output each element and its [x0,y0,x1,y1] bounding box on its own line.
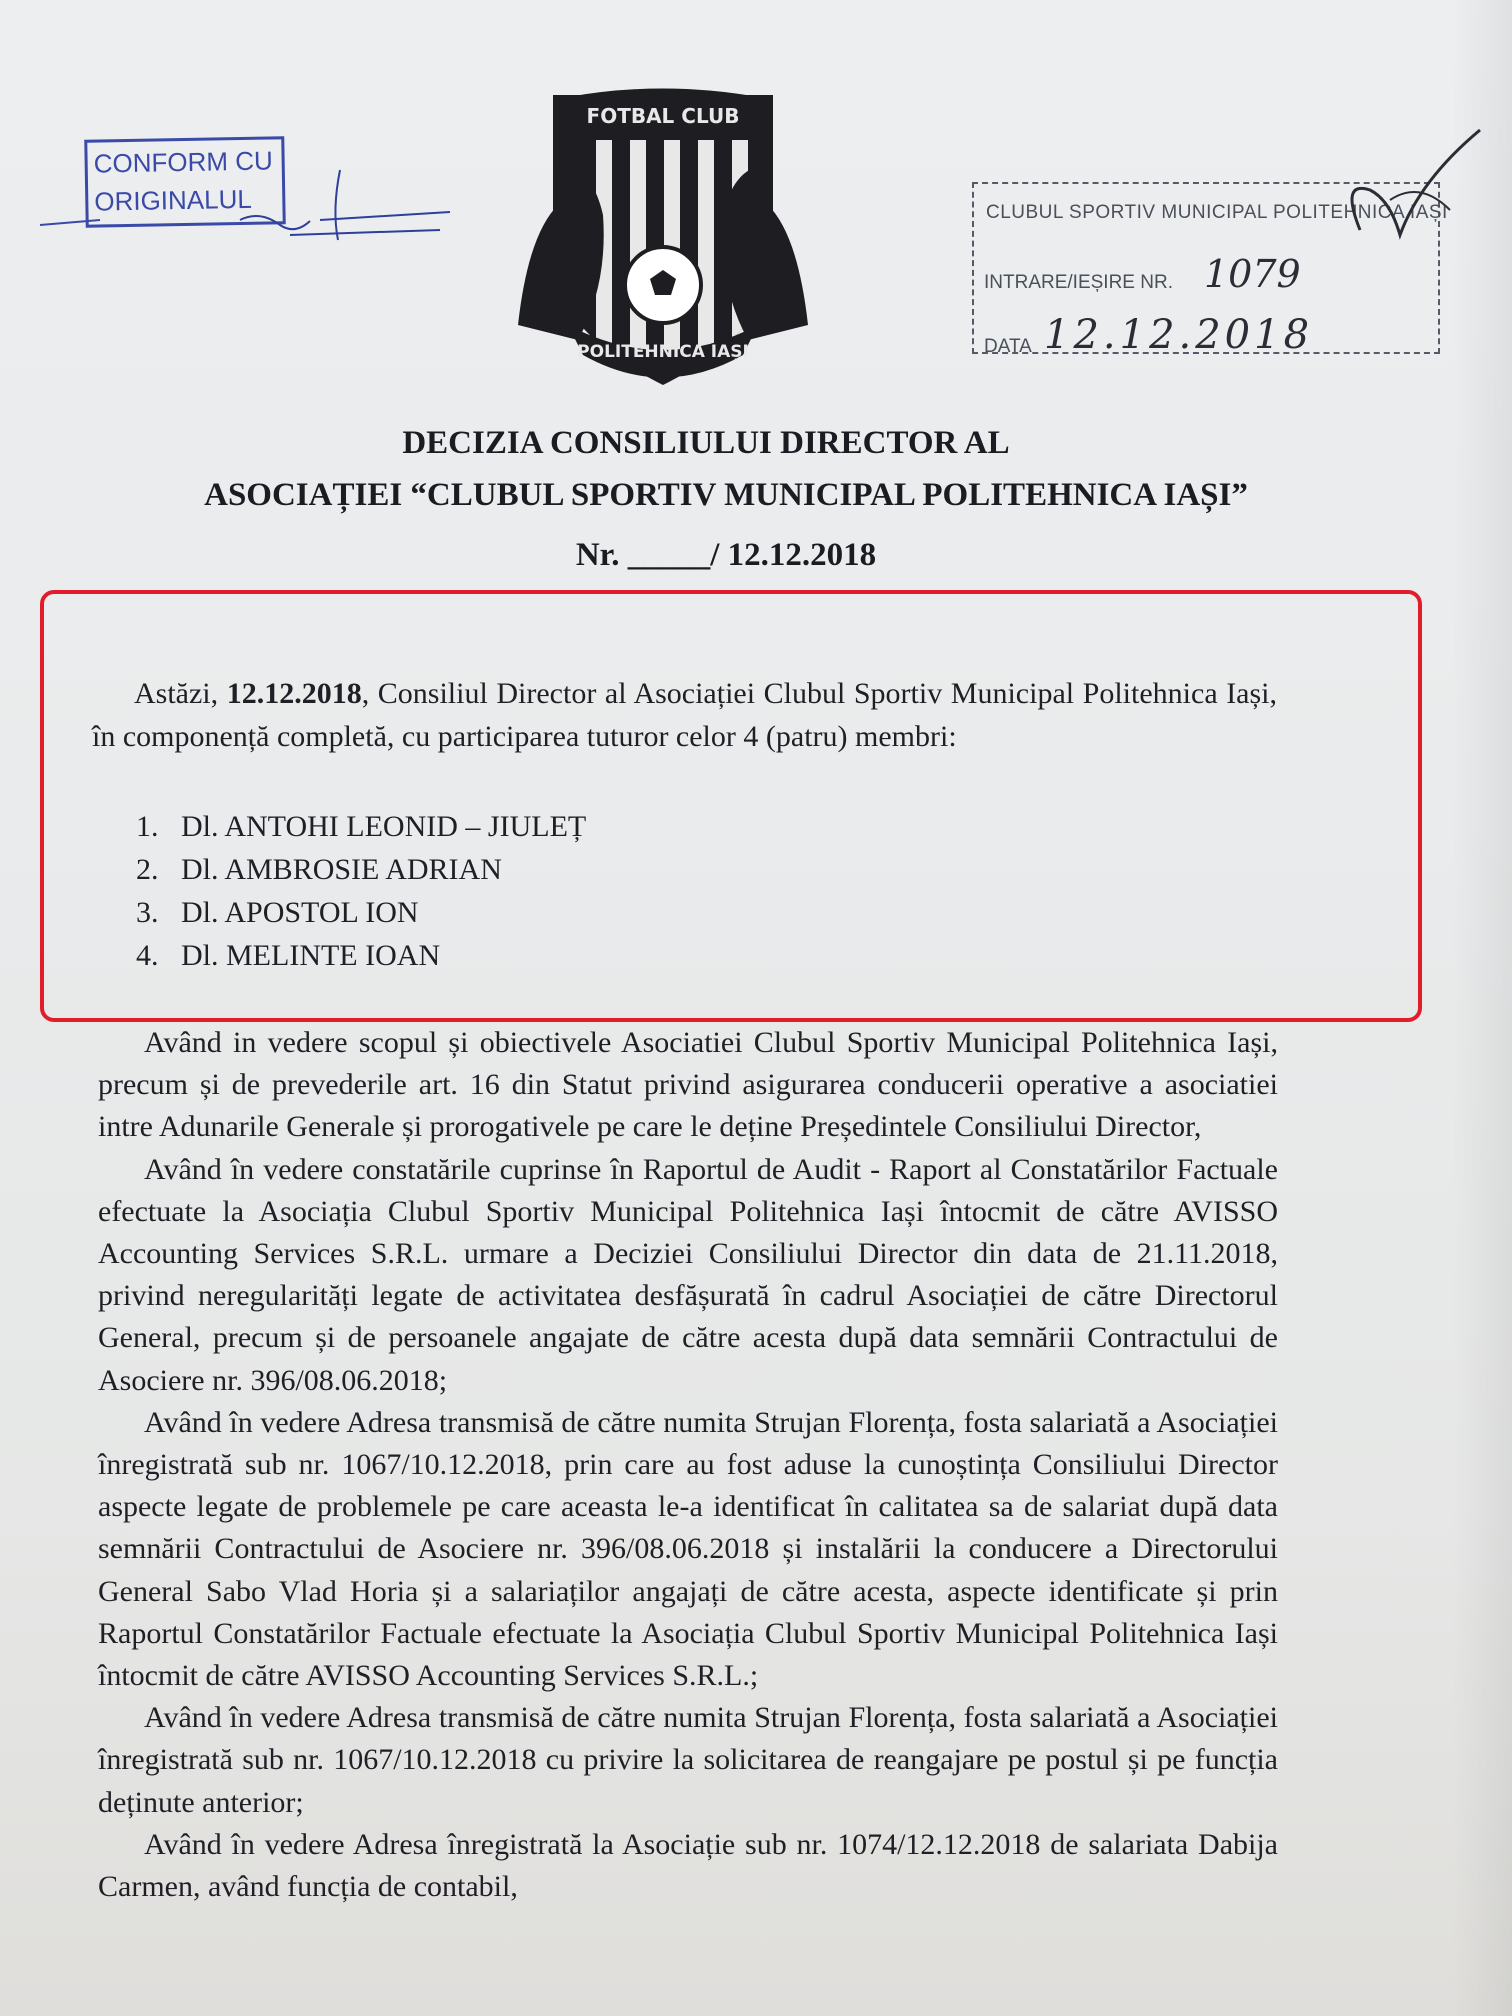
intro-lead: Astăzi, [134,677,227,710]
member-name: Dl. MELINTE IOAN [181,939,441,972]
list-item [136,934,586,977]
member-name: Dl. APOSTOL ION [181,896,419,929]
entry-number: 1079 [1204,252,1301,296]
decision-number: Nr. _____/ 12.12.2018 [575,537,877,573]
paragraph: Având în vedere Adresa înregistrată la Asociație sub nr. 1074/12.12.2018 de salariata Dabija Carmen, având funcția de contabil, [98,1827,1278,1904]
list-item [136,891,586,934]
date-label: DATA [984,336,1032,357]
paragraph: Având in vedere scopul și obiectivele Asociatiei Clubul Sportiv Municipal Politehnica Iași, precum și de prevederile art. 16 din Statut privind asigurarea conducerii operative a asociatiei intre Adunarile Generale și prorogativele pe care le deține Președintele Consiliului Director, [98,1026,1278,1144]
signature-right [1330,120,1500,250]
paragraph: Având în vedere Adresa transmisă de către numita Strujan Florența, fosta salariată a Asociației înregistrată sub nr. 1067/10.12.2018 cu privire la solicitarea de reangajare pe postul și pe funcția deținute anterior; [98,1701,1278,1819]
intro-rest: , Consiliul Director al Asociației Clubul Sportiv Municipal Politehnica Iași, în componență completă, cu participarea tuturor celor 4 (patru) membri: [92,677,1278,753]
entry-date: 12.12.2018 [1044,312,1314,358]
stamp-line-2: ORIGINALUL [94,183,253,217]
member-number: 1. [136,810,159,843]
association-title: ASOCIAȚIEI “CLUBUL SPORTIV MUNICIPAL POLITEHNICA IAȘI” [204,477,1248,513]
logo-top-text: FOTBAL CLUB [586,104,740,128]
document-body [98,1022,1278,1908]
paragraph: Având în vedere Adresa transmisă de către numita Strujan Florența, fosta salariată a Asociației înregistrată sub nr. 1067/10.12.2018, prin care au fost aduse la cunoștința Consiliului Director aspecte legate de problemele pe care aceasta le-a identificat în calitatea sa de salariat după data semnării Contractului de Asociere nr. 396/08.06.2018 și instalării la conducere a Directorului General Sabo Vlad Horia și a salariaților angajați de către acesta, aspecte identificate și prin Raportul Constatărilor Factuale efectuate la Asociația Clubul Sportiv Municipal Politehnica Iași întocmit de către AVISSO Accounting Services S.R.L.; [98,1405,1278,1693]
member-number: 3. [136,896,159,929]
page-shadow [1452,0,1512,2016]
intro-date: 12.12.2018 [226,677,362,710]
member-number: 4. [136,939,159,972]
logo-bottom-text: POLITEHNICA IAȘI [577,342,749,362]
signature-left [40,150,460,250]
member-name: Dl. ANTOHI LEONID – JIULEȚ [181,810,587,843]
stamp-club-name: CLUBUL SPORTIV MUNICIPAL POLITEHNICA IAȘI [986,202,1448,223]
member-number: 2. [136,853,159,886]
intro-paragraph [92,672,1277,758]
member-name: Dl. AMBROSIE ADRIAN [181,853,502,886]
club-logo [518,85,808,395]
members-list [136,805,586,977]
entry-label: INTRARE/IEȘIRE NR. [984,272,1173,293]
decision-title: DECIZIA CONSILIULUI DIRECTOR AL [402,425,1010,461]
paragraph: Având în vedere constatările cuprinse în Raportul de Audit - Raport al Constatărilor Factuale efectuate la Asociația Clubul Sportiv Municipal Politehnica Iași întocmit de către AVISSO Accounting Services S.R.L. urmare a Deciziei Consiliului Director din data de 21.11.2018, privind neregularități legate de activitatea desfășurată în cadrul Asociației de către Directorul General, precum și de persoanele angajate de către acesta după data semnării Contractului de Asociere nr. 396/08.06.2018; [98,1152,1278,1397]
list-item [136,848,586,891]
list-item [136,805,586,848]
stamp-line-1: CONFORM CU [93,145,273,179]
